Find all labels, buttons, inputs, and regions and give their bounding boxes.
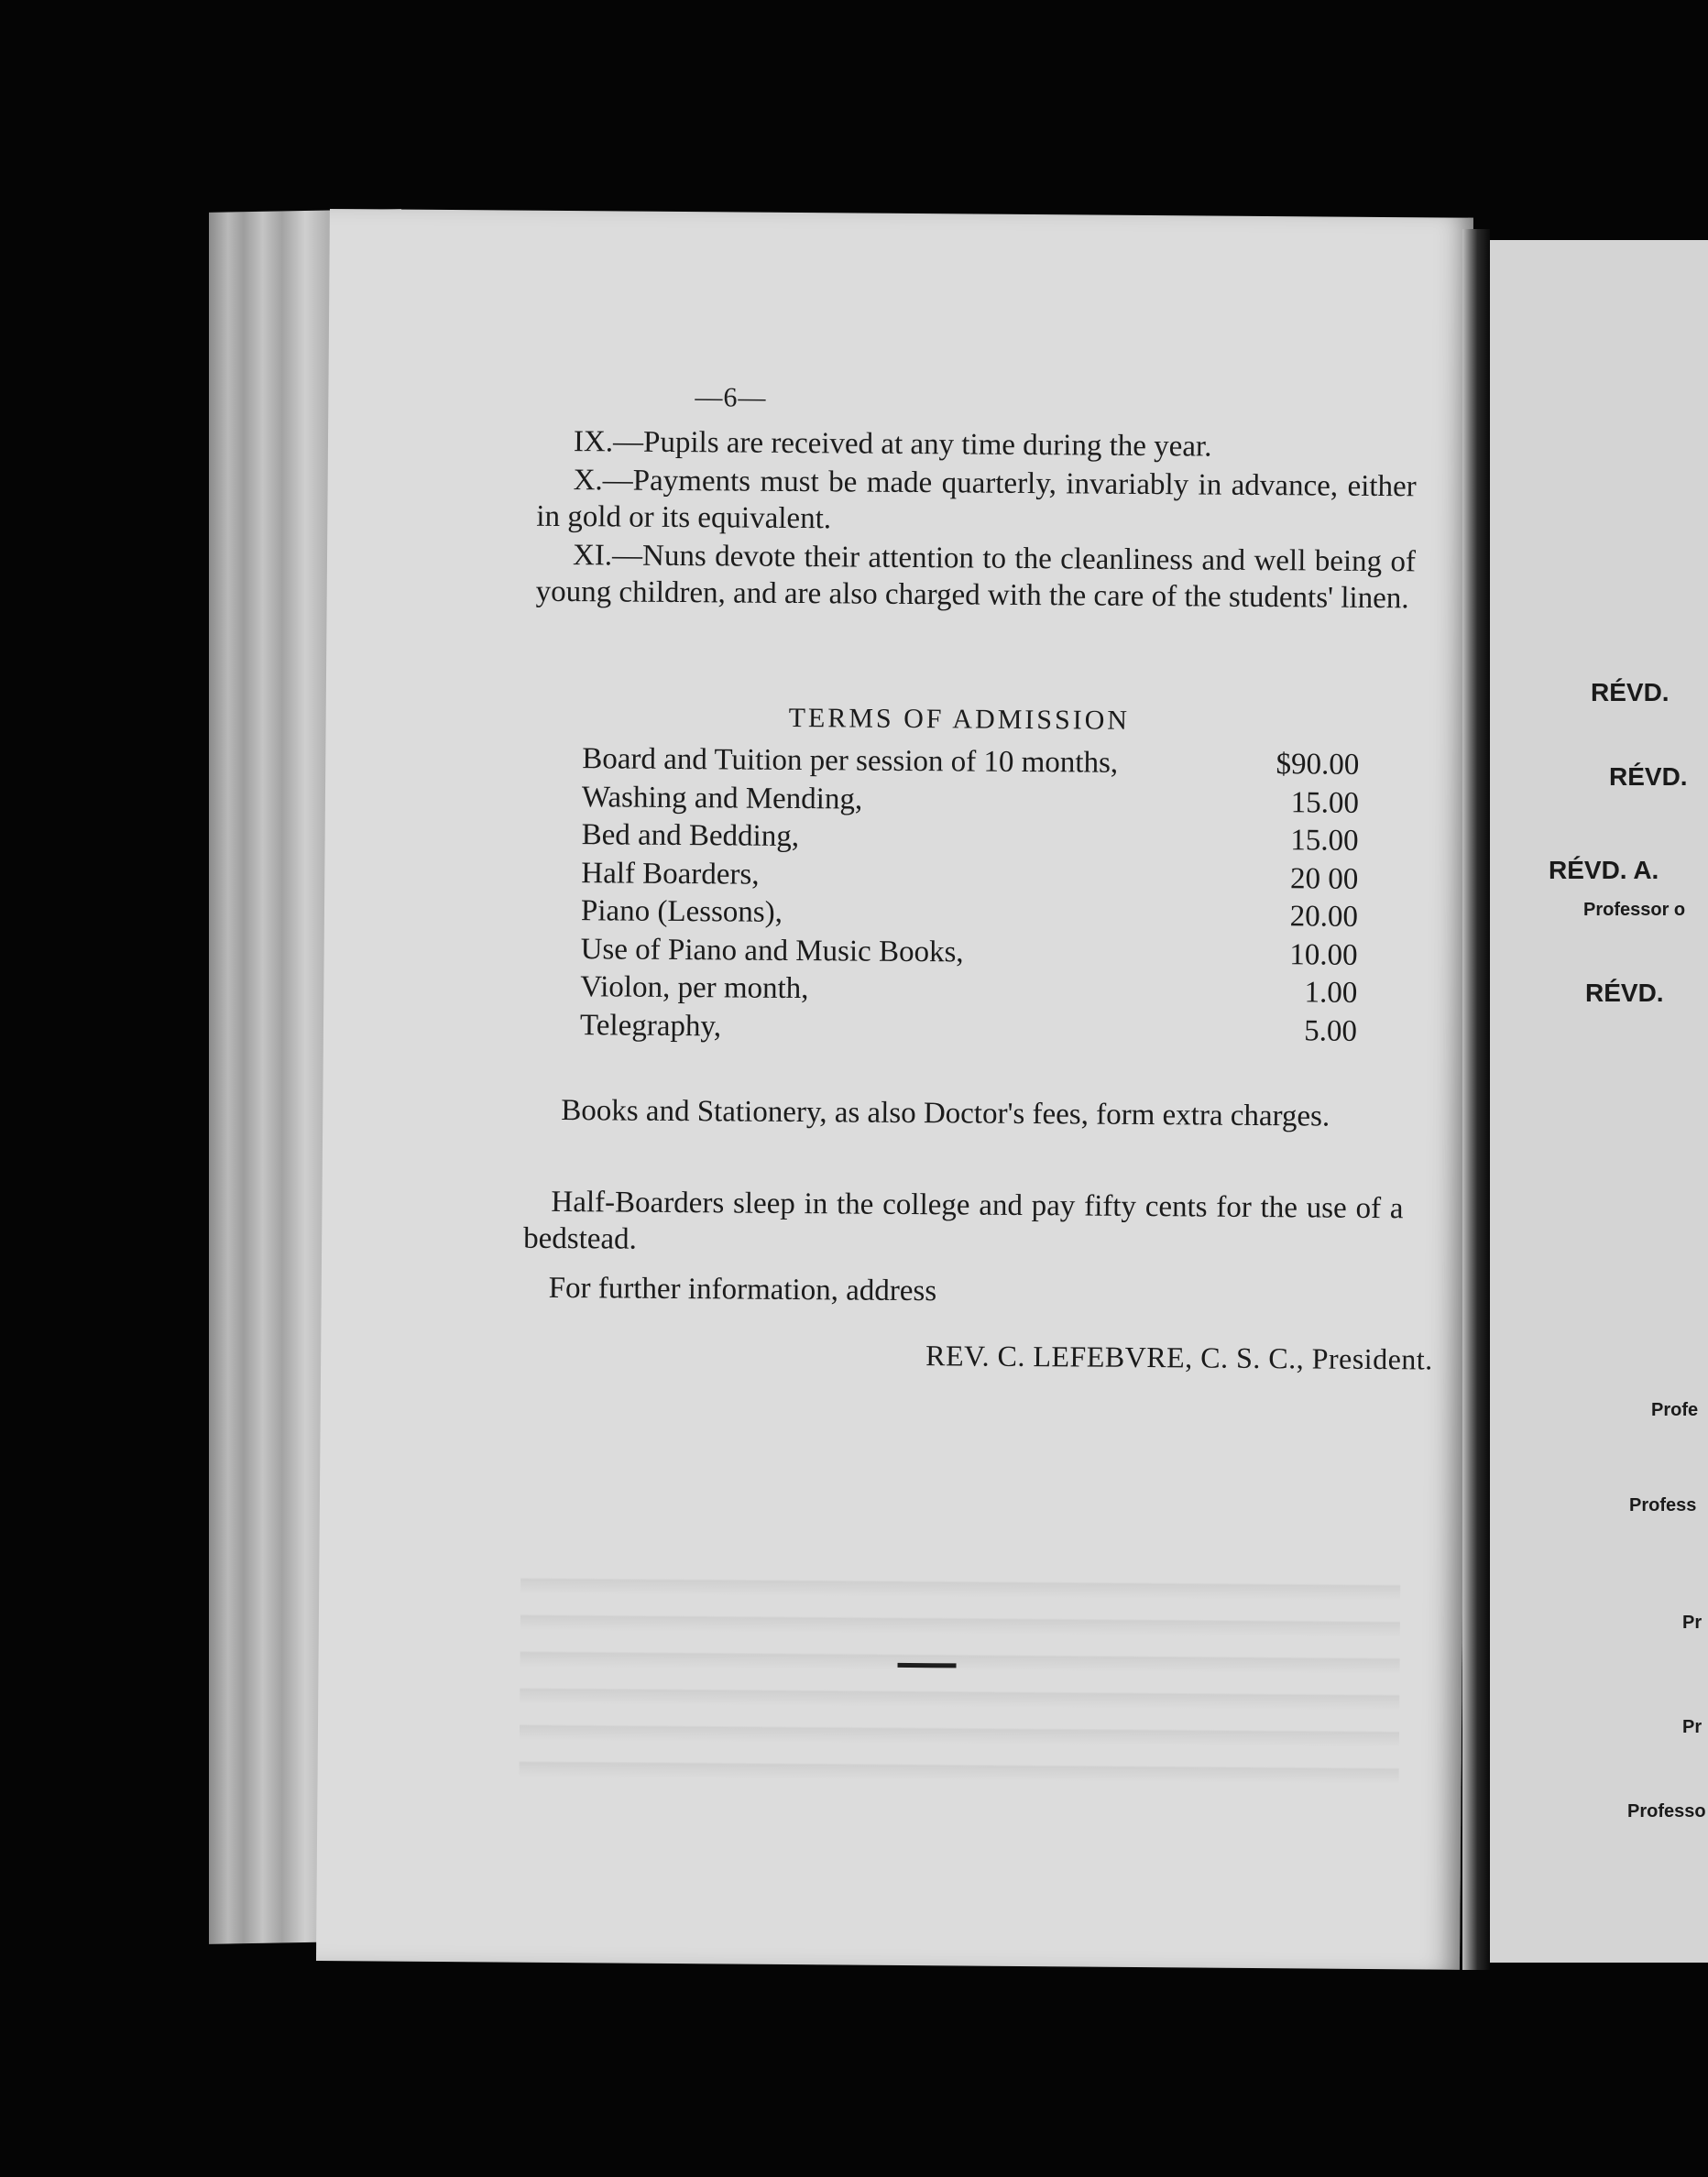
bleed-through-text [519, 1558, 1400, 1794]
right-page-line: Profess [1629, 1495, 1697, 1515]
fee-item: Violon, per month, [580, 970, 809, 1006]
fee-table [580, 740, 1360, 1051]
fee-amount: 5.00 [1304, 1013, 1358, 1048]
fee-amount: 15.00 [1290, 785, 1360, 820]
fee-row [582, 740, 1359, 784]
page-number: —6— [695, 382, 767, 413]
rule-x: X.—Payments must be made quarterly, invariably in advance, either in gold or its equivalent. [536, 464, 1417, 536]
right-page-line: Professo [1627, 1801, 1706, 1821]
fee-amount: 15.00 [1290, 824, 1359, 858]
right-page-line: Pr [1682, 1717, 1703, 1737]
book-gutter [1462, 229, 1490, 1970]
fee-item: Washing and Mending, [581, 780, 863, 816]
right-page-line: RÉVD. A. [1549, 856, 1659, 884]
fee-row [581, 855, 1358, 899]
half-boarders-note: Half-Boarders sleep in the college and pay fifty cents for the use of a bedstead. [523, 1185, 1404, 1256]
fee-item: Board and Tuition per session of 10 months, [582, 742, 1119, 780]
right-page-line: RÉVD. [1585, 979, 1664, 1007]
fee-row [580, 1007, 1357, 1051]
fee-item: Bed and Bedding, [581, 818, 800, 854]
fee-row [580, 931, 1357, 975]
fee-item: Piano (Lessons), [580, 894, 783, 929]
further-info-line: For further information, address [548, 1271, 937, 1308]
closing-rule [898, 1663, 957, 1668]
fee-item: Half Boarders, [581, 856, 760, 892]
fee-amount: 1.00 [1304, 976, 1358, 1010]
fee-row [581, 816, 1358, 860]
fee-amount: 20 00 [1289, 861, 1359, 896]
fee-row [581, 892, 1358, 936]
fee-item: Use of Piano and Music Books, [580, 932, 964, 968]
fee-amount: 10.00 [1289, 937, 1358, 972]
rule-xi: XI.—Nuns devote their attention to the cleanliness and well being of young children, and are also charged with the care of the students' linen. [535, 539, 1417, 616]
right-page-line: RÉVD. [1609, 762, 1688, 791]
fee-amount: $90.00 [1276, 748, 1360, 782]
right-page [1490, 240, 1708, 1963]
left-page [316, 209, 1473, 1970]
signature-line: REV. C. LEFEBVRE, C. S. C., President. [925, 1339, 1433, 1376]
fee-item: Telegraphy, [579, 1008, 722, 1043]
right-page-line: RÉVD. [1591, 678, 1670, 706]
fee-row [582, 779, 1359, 823]
extra-charges-note: Books and Stationery, as also Doctor's fees, form extra charges. [561, 1094, 1330, 1133]
fee-amount: 20.00 [1289, 900, 1359, 934]
right-page-line: Pr [1682, 1613, 1703, 1633]
right-page-line: Profe [1651, 1400, 1699, 1420]
terms-heading: TERMS OF ADMISSION [788, 702, 1131, 736]
right-page-line: Professor o [1583, 900, 1686, 920]
rule-ix: IX.—Pupils are received at any time during the year. [573, 425, 1212, 464]
fee-row [580, 968, 1357, 1012]
